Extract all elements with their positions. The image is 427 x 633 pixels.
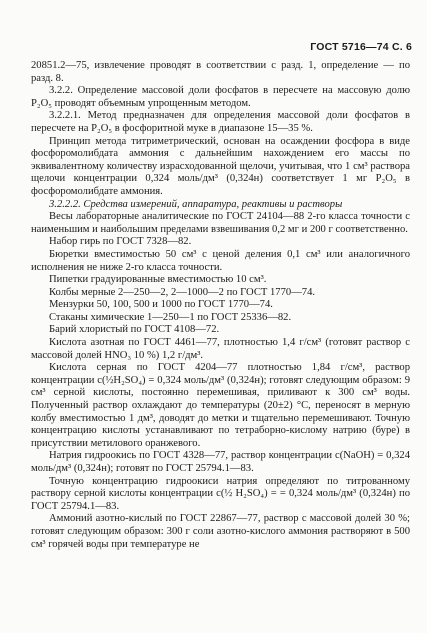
section-heading: 3.2.2.2. Средства измерений, аппаратура, реактивы и растворы xyxy=(49,198,343,210)
paragraph: Мензурки 50, 100, 500 и 1000 по ГОСТ 1770—74. xyxy=(49,299,273,311)
paragraph: Натрия гидроокись по ГОСТ 4328—77, раствор концентрации c(NaOH) = 0,324 моль/дм³ (0,324н); готовят по ГОСТ 25794.1—83. xyxy=(31,450,410,474)
page-header xyxy=(310,41,412,53)
paragraph: Бюретки вместимостью 50 см³ с ценой деления 0,1 см³ или аналогичного исполнения не ниже 2-го класса точности. xyxy=(31,248,410,273)
paragraph: Точную концентрацию гидроокиси натрия определяют по титрованному раствору серной кислоты концентрации c(½ H₂SO₄) = = 0,324 моль/дм³ (0,324н) по ГОСТ 25794.1—83. xyxy=(31,475,410,512)
paragraph: Набор гирь по ГОСТ 7328—82. xyxy=(49,236,192,248)
paragraph: Кислота серная по ГОСТ 4204—77 плотностью 1,84 г/см³, раствор концентрации c(½H₂SO₄) = 0,324 моль/дм³ (0,324н); готовят следующим образом: 9 см³ серной кислоты, постоянно перемешивая, приливают к 300 см³ воды. Полученный раствор охлаждают до температуры (20±2) °С, переносят в мерную колбу вместимостью 1 дм³, доводят до метки и тщательно перемешивают. Точную концентрацию кислоты устанавливают по тетраборно-кислому натрию (буре) в присутствии метилового оранжевого. xyxy=(31,362,410,449)
paragraph: Весы лабораторные аналитические по ГОСТ 24104—88 2-го класса точности с наименьшим и наибольшим пределами взвешивания 0,2 мг и 200 г соответственно. xyxy=(31,211,410,235)
paragraph: Принцип метода титриметрический, основан на осаждении фосфора в виде фосфоромолибдата аммония с дальнейшим нахождением его массы по эквивалентному количеству израсходованной щелочи, учитывая, что 1 см³ раствора щелочи концентрации 0,324 моль/дм³ (0,324н) соответствует 1 мг P₂O₅ в фосфоромолибдате аммония. xyxy=(31,135,410,197)
paragraph: Кислота азотная по ГОСТ 4461—77, плотностью 1,4 г/см³ (готовят раствор с массовой долей HNO₃ 10 %) 1,2 г/дм³. xyxy=(31,337,410,361)
paragraph: Стаканы химические 1—250—1 по ГОСТ 25336—82. xyxy=(49,311,292,323)
paragraph: Аммоний азотно-кислый по ГОСТ 22867—77, раствор с массовой долей 30 %; готовят следующим образом: 300 г соли азотно-кислого аммония растворяют в 500 см³ горячей воды при температуре не xyxy=(31,513,410,550)
paragraph: 3.2.2. Определение массовой доли фосфатов в пересчете на массовую долю P₂O₅ проводят объемным упрощенным методом. xyxy=(31,85,410,109)
document-body xyxy=(31,60,410,551)
paragraph: 20851.2—75, извлечение проводят в соответствии с разд. 1, определение — по разд. 8. xyxy=(31,60,410,84)
page-header-title: ГОСТ 5716—74 С. 6 xyxy=(310,41,412,53)
paragraph: Барий хлористый по ГОСТ 4108—72. xyxy=(49,324,220,336)
paragraph: Колбы мерные 2—250—2, 2—1000—2 по ГОСТ 1770—74. xyxy=(49,286,316,298)
paragraph: 3.2.2.1. Метод предназначен для определения массовой доли фосфатов в пересчете на P₂O₅ в фосфоритной муке в диапазоне 15—35 %. xyxy=(31,110,410,134)
paragraph: Пипетки градуированные вместимостью 10 см³. xyxy=(49,274,267,286)
